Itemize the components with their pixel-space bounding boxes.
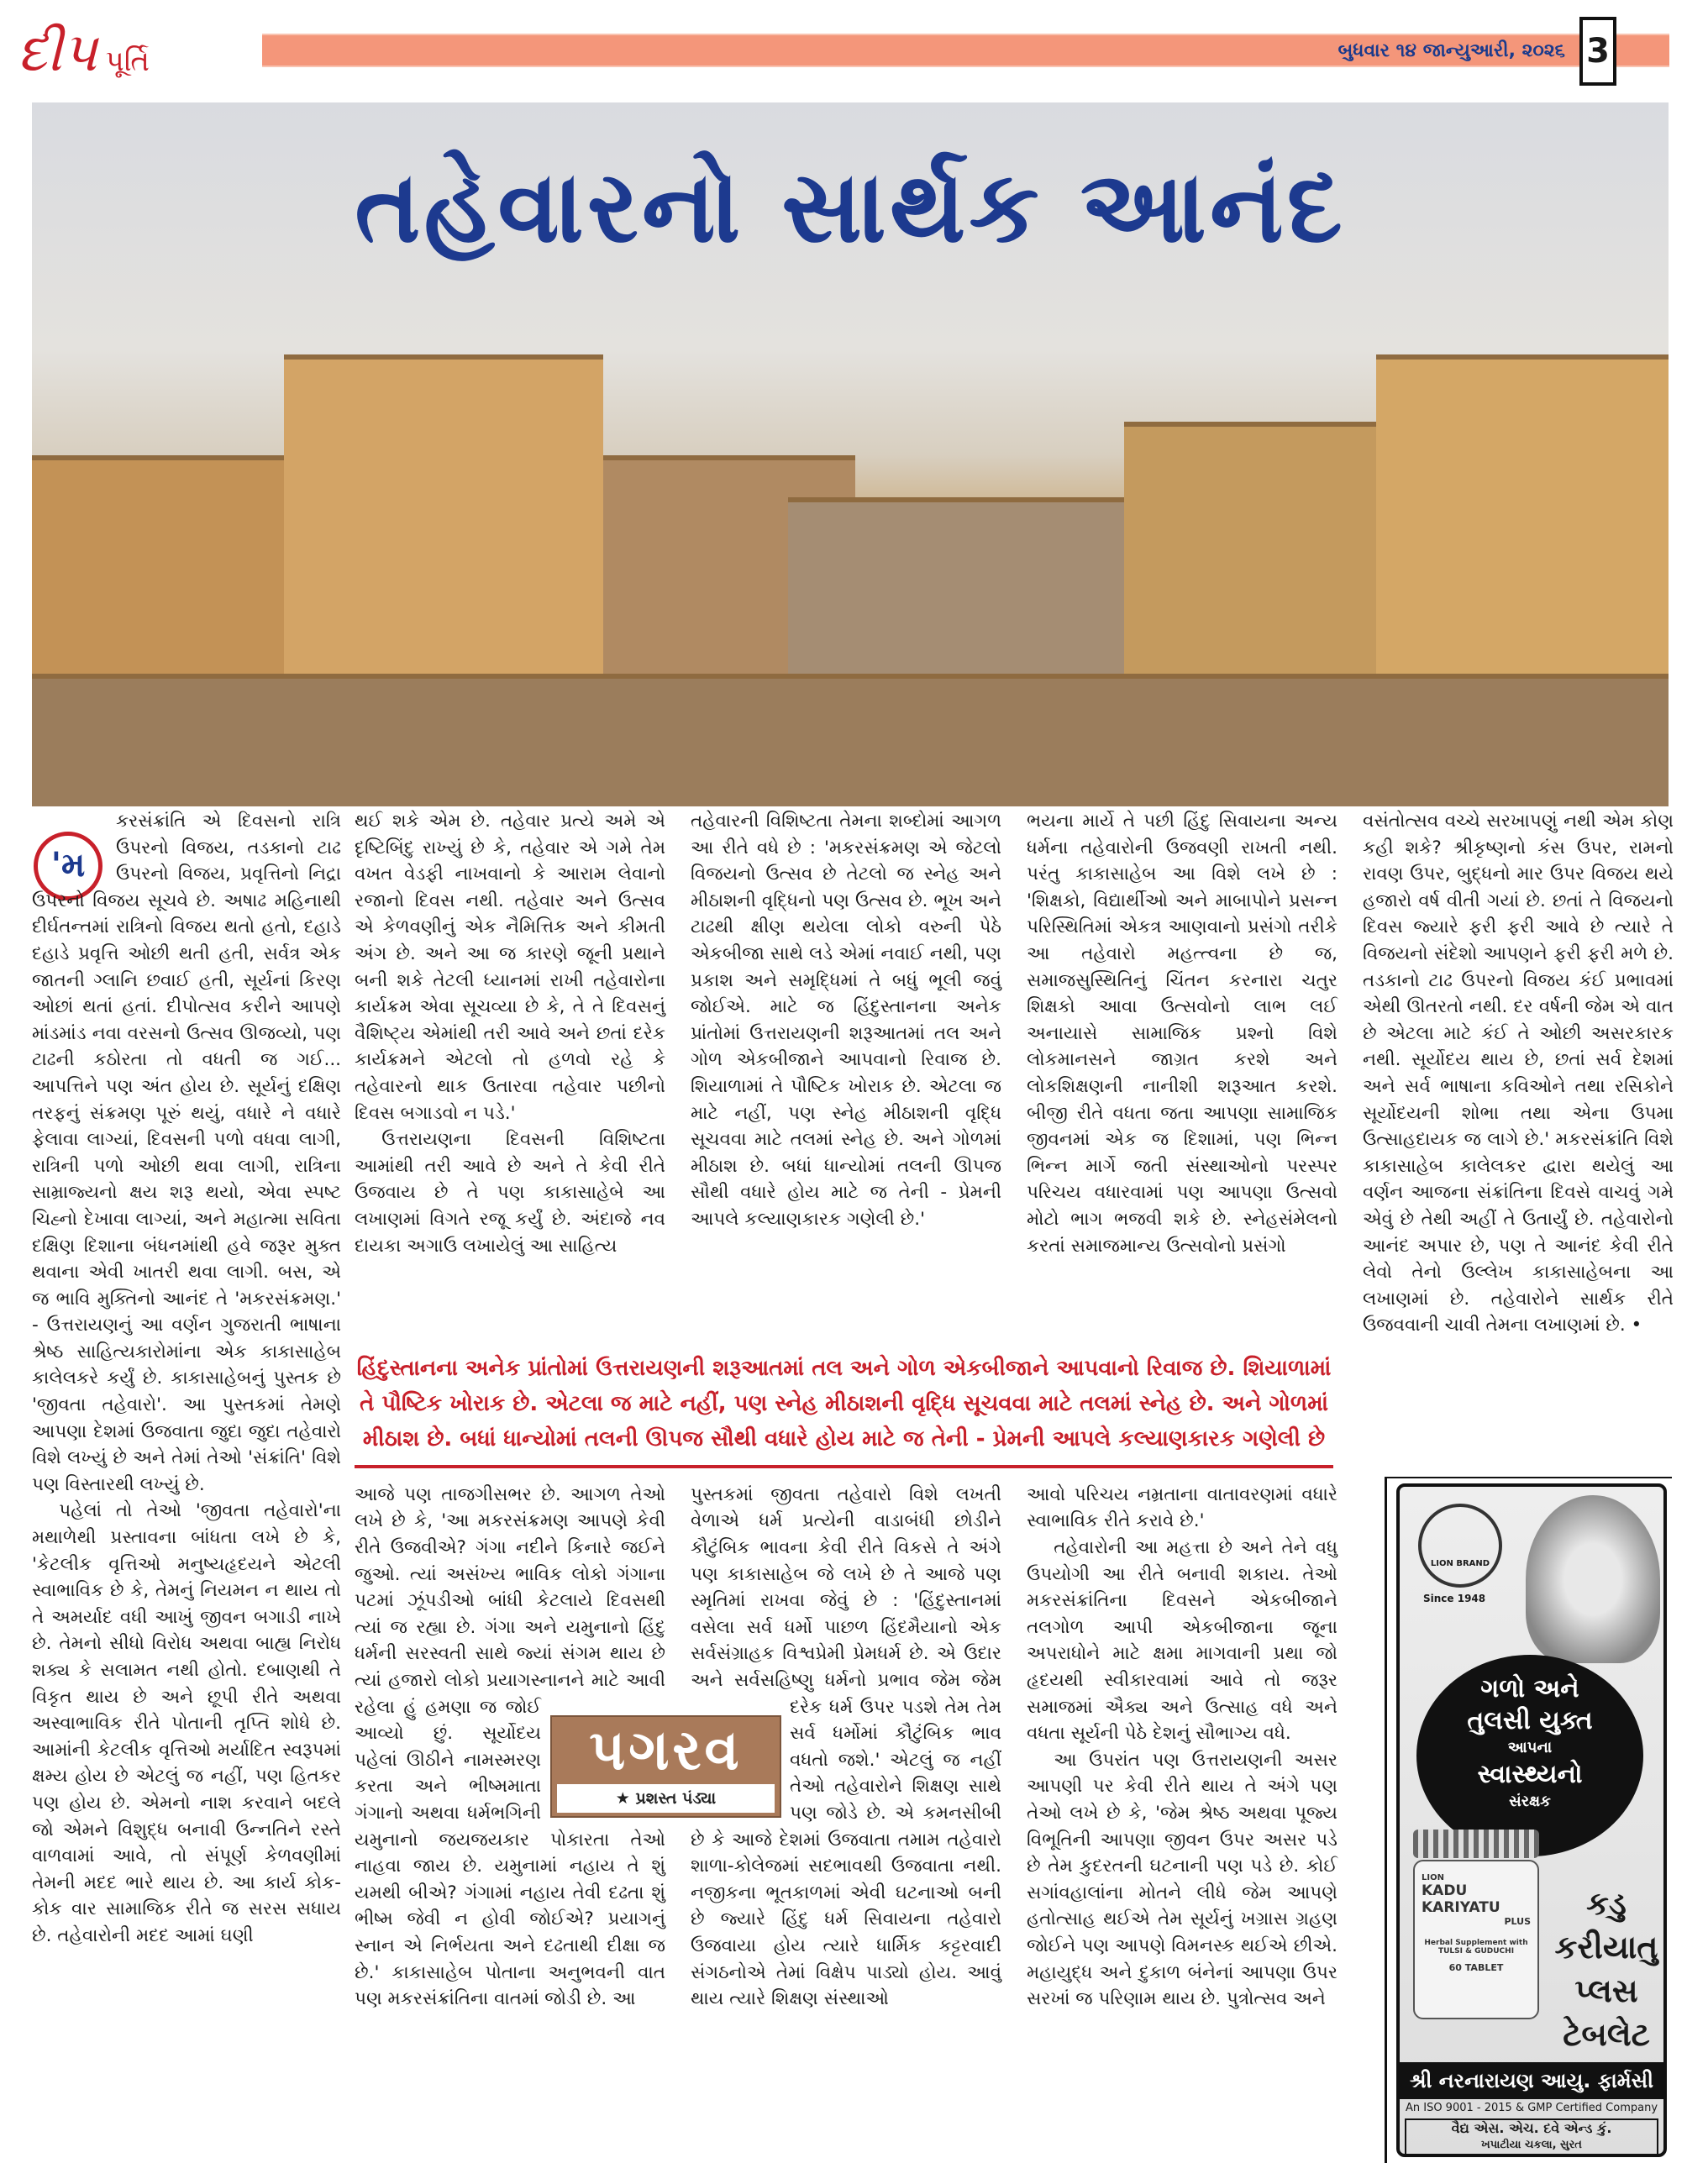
article-column-4-top — [1027, 808, 1337, 1259]
product-line: ટેબલેટ — [1563, 2015, 1650, 2053]
article-column-4-bottom — [1027, 1482, 1337, 2013]
article-column-2-top — [355, 808, 665, 1259]
product-line: કરીયાતુ — [1554, 1928, 1658, 1966]
lower-section — [355, 1351, 1672, 2163]
slogan-line: આપના — [1507, 1738, 1553, 1756]
supplement-logo — [17, 15, 256, 99]
paragraph: થઈ શકે એમ છે. તહેવાર પ્રત્યે અમે એ દૃષ્ટિબિંદુ રાખ્યું છે કે, તહેવાર એ ગમે તેમ વખત વેડફી નાખવાનો કે આરામ લેવાનો રજાનો દિવસ નથી. તહેવાર અને ઉત્સવ એ કેળવણીનું એક નૈમિત્તિક અને કીમતી અંગ છે. અને આ જ કારણે જૂની પ્રથાને બની શકે તેટલી ધ્યાનમાં રાખી તહેવારોના કાર્યક્રમ એવા સૂચવ્યા છે કે, તે તે દિવસનું વૈશિષ્ટ્ય એમાંથી તરી આવે અને છતાં દરેક કાર્યક્રમને એટલો તો હળવો રહે કે તહેવારનો થાક ઉતારવા તહેવાર પછીનો દિવસ બગાડવો ન પડે.' — [355, 811, 665, 1124]
article-title: તહેવારનો સાર્થક આનંદ — [355, 149, 1346, 265]
author-byline: ★ પ્રશસ્ત પંડ્યા — [557, 1784, 775, 1813]
slogan-line: ગળો અને — [1480, 1673, 1579, 1704]
page-number: 3 — [1579, 17, 1616, 86]
pull-quote-rule — [355, 1465, 1333, 1468]
article-column-1 — [32, 808, 341, 1950]
paragraph: કરસંક્રાંતિ એ દિવસનો રાત્રિ ઉપરનો વિજય, તડકાનો ટાઢ ઉપરનો વિજય, પ્રવૃત્તિનો નિદ્રા ઉપરનો વિજય સૂચવે છે. અષાઢ મહિનાથી દીર્ઘતન્તમાં રાત્રિનો વિજય થતો હતો, દહાડે દહાડે પ્રવૃત્તિ ઓછી થતી હતી, સર્વત્ર એક જાતની ગ્લાનિ છવાઈ હતી, સૂર્યનાં કિરણ ઓછાં થતાં હતાં. દીપોત્સવ કરીને આપણે માંડમાંડ નવા વરસનો ઉત્સવ ઊજવ્યો, પણ ટાઢની કઠોરતા તો વધતી જ ગઈ... આપત્તિને પણ અંત હોય છે. સૂર્યનું દક્ષિણ તરફનું સંક્રમણ પૂરું થયું, વધારે ને વધારે ફેલાવા લાગ્યાં, દિવસની પળો વધવા લાગી, રાત્રિની પળો ઓછી થવા લાગી, રાત્રિના સામ્રાજ્યનો ક્ષય શરૂ થયો, એવા સ્પષ્ટ ચિહ્નો દેખાવા લાગ્યાં, અને મહાત્મા સવિતા દક્ષિણ દિશાના બંધનમાંથી હવે જરૂર મુક્ત થવાના એવી ખાતરી થવા લાગી. બસ, એ જ ભાવિ મુક્તિનો આનંદ તે 'મકરસંક્રમણ.' - ઉત્તરાયણનું આ વર્ણન ગુજરાતી ભાષાના શ્રેષ્ઠ સાહિત્યકારોમાંના એક કાકાસાહેબ કાલેલકરે કર્યું છે. કાકાસાહેબનું પુસ્તક છે 'જીવતા તહેવારો'. આ પુસ્તકમાં તેમણે આપણા દેશમાં ઉજવાતા જુદા જુદા તહેવારો વિશે લખ્યું છે અને તેમાં તેઓ 'સંક્રાંતિ' વિશે પણ વિસ્તારથી લખ્યું છે. — [32, 811, 341, 1495]
article-column-5 — [1363, 808, 1674, 1339]
column-badge — [550, 1715, 781, 1818]
right-content — [355, 808, 1672, 2163]
drop-cap: 'મ — [34, 832, 102, 900]
slogan-line: સ્વાસ્થ્યનો — [1477, 1759, 1583, 1789]
company-address — [1405, 2118, 1658, 2155]
article-column-3-top — [691, 808, 1001, 1233]
sneezing-woman-image — [1526, 1495, 1660, 1663]
paragraph: ઉત્તરાયણના દિવસની વિશિષ્ટતા આમાંથી તરી આવે છે અને તે કેવી રીતે ઉજવાય છે તે પણ કાકાસાહેબે આ લખાણમાં વિગતે રજૂ કર્યું છે. અંદાજે નવ દાયકા અગાઉ લખાયેલું આ સાહિત્ય — [355, 1129, 665, 1257]
product-line: કડુ — [1586, 1884, 1627, 1922]
iso-certification: An ISO 9001 - 2015 & GMP Certified Company — [1405, 2101, 1658, 2114]
company-name: વૈદ્ય એસ. એચ. દવે એન્ડ કું. — [1451, 2119, 1612, 2136]
paragraph: પુસ્તકમાં જીવતા તહેવારો વિશે લખતી વેળાએ ધર્મ પ્રત્યેની વાડાબંધી છોડીને કૌટુંબિક ભાવના કેવી રીતે વિકસે તે અંગે પણ કાકાસાહેબ જે લખે છે તે આજે પણ સ્મૃતિમાં રાખવા જેવું છે : 'હિંદુસ્તાનમાં વસેલા સર્વ ધર્મો પાછળ હિંદમૈયાનો એક સર્વસંગ્રાહક વિશ્વપ્રેમી પ્રેમધર્મ છે. એ ઉદાર અને સર્વસહિષ્ણુ ધર્મનો પ્રભાવ જેમ જેમ દરેક ધર્મ ઉપર પડશે તેમ તેમ સર્વ ધર્મોમાં કૌટુંબિક ભાવ વધતો જશે.' એટલું જ નહીં તેઓ તહેવારોને શિક્ષણ સાથે પણ જોડે છે. એ કમનસીબી છે કે આજે દેશમાં ઉજવાતા તમામ તહેવારો શાળા-કોલેજમાં સદભાવથી ઉજવાતા નથી. નજીકના ભૂતકાળમાં એવી ઘટનાઓ બની છે જ્યારે હિંદુ ધર્મ સિવાયના તહેવારો ઉજવાયા હોય ત્યારે ધાર્મિક કટ્ટરવાદી સંગઠનોએ તેમાં વિક્ષેપ પાડ્યો હોય. આવું થાય ત્યારે શિક્ષણ સંસ્થાઓ — [691, 1483, 1001, 2010]
jar-label: 60 TABLET — [1448, 1961, 1504, 1973]
pull-quote: હિંદુસ્તાનના અનેક પ્રાંતોમાં ઉત્તરાયણની શરૂઆતમાં તલ અને ગોળ એકબીજાને આપવાનો રિવાજ છે. શિયાળામાં તે પૌષ્ટિક ખોરાક છે. એટલા જ માટે નહીં, પણ સ્નેહ મીઠાશની વૃદ્ધિ સૂચવવા માટે તલમાં સ્નેહ છે. અને ગોળમાં મીઠાશ છે. બધાં ધાન્યોમાં તલની ઊપજ સૌથી વધારે હોય માટે જ તેની - પ્રેમની આપલે કલ્યાણકારક ગણેલી છે — [356, 1355, 1332, 1452]
logo-text: દીપ — [17, 22, 97, 84]
jar-label: LION — [1422, 1872, 1444, 1882]
rooftops — [32, 674, 1669, 806]
jar-label: Herbal Supplement with TULSI & GUDUCHI — [1424, 1938, 1528, 1956]
paragraph: તહેવારની વિશિષ્ટતા તેમના શબ્દોમાં આગળ આ રીતે વધે છે : 'મકરસંક્રમણ એ જેટલો વિજયનો ઉત્સવ છે તેટલો જ સ્નેહ અને મીઠાશની વૃદ્ધિનો પણ ઉત્સવ છે. ભૂખ અને ટાઢથી ક્ષીણ થયેલા લોકો વરુની પેઠે એકબીજા સાથે લડે એમાં નવાઈ નથી, પણ પ્રકાશ અને સમૃદ્ધિમાં તે બધું ભૂલી જવું જોઈએ. માટે જ હિંદુસ્તાનના અનેક પ્રાંતોમાં ઉત્તરાયણની શરૂઆતમાં તલ અને ગોળ એકબીજાને આપવાનો રિવાજ છે. શિયાળામાં તે પૌષ્ટિક ખોરાક છે. એટલા જ માટે નહીં, પણ સ્નેહ મીઠાશની વૃદ્ધિ સૂચવવા માટે તલમાં સ્નેહ છે. અને ગોળમાં મીઠાશ છે. બધાં ધાન્યોમાં તલની ઊપજ સૌથી વધારે હોય માટે જ તેની - પ્રેમની આપલે કલ્યાણકારક ગણેલી છે.' — [691, 811, 1001, 1230]
ad-frame — [1385, 1477, 1672, 2163]
paragraph: ભયના માર્યે તે પછી હિંદુ સિવાયના અન્ય ધર્મના તહેવારોની ઉજવણી રાખતી નથી. પરંતુ કાકાસાહેબ આ વિશે લખે છે : 'શિક્ષકો, વિદ્યાર્થીઓ અને માબાપોને પ્રસન્ન પરિસ્થિતિમાં એકત્ર આણવાનો પ્રસંગો તરીકે આ તહેવારો મહત્ત્વના છે જ, સમાજસુસ્થિતિનું ચિંતન કરનારા ચતુર શિક્ષકો આવા ઉત્સવોનો લાભ લઈ અનાયાસે સામાજિક પ્રશ્નો વિશે લોકમાનસને જાગ્રત કરશે અને લોકશિક્ષણની નાનીશી શરૂઆત કરશે. બીજી રીતે વધતા જતા આપણા સામાજિક જીવનમાં એક જ દિશામાં, પણ ભિન્ન ભિન્ન માર્ગે જતી સંસ્થાઓનો પરસ્પર પરિચય વધારવામાં પણ આપણા ઉત્સવો મોટો ભાગ ભજવી શકે છે. સ્નેહસંમેલનો કરતાં સમાજમાન્ય ઉત્સવોનો પ્રસંગો — [1027, 811, 1337, 1257]
bottom-columns — [355, 1482, 1337, 2013]
advertisement[interactable] — [1396, 1483, 1667, 2157]
lion-brand-logo: LION BRAND — [1418, 1504, 1502, 1588]
paragraph: પહેલાં તો તેઓ 'જીવતા તહેવારો'ના મથાળેથી પ્રસ્તાવના બાંધતા લખે છે કે, 'કેટલીક વૃત્તિઓ મનુષ્યહૃદયને એટલી સ્વાભાવિક છે કે, તેમનું નિયમન ન થાય તો તે અમર્યાદ વધી આખું જીવન બગાડી નાખે છે. તેમનો સીધો વિરોધ અથવા બાહ્ય નિરોધ શક્ય કે સલામત નથી હોતો. દબાણથી તે વિકૃત થાય છે અને છૂપી રીતે અથવા અસ્વાભાવિક રીતે પોતાની તૃપ્તિ શોધે છે. આમાંની કેટલીક વૃત્તિઓ મર્યાદિત સ્વરૂપમાં ક્ષમ્ય હોય છે એટલું જ નહીં, પણ હિતકર પણ હોય છે. એમનો નાશ કરવાને બદલે જો એમને વિશુદ્ધ બનાવી ઉન્નતિને રસ્તે વાળવામાં આવે, તો સંપૂર્ણ કેળવણીમાં તેમની મદદ ભારે થાય છે. આ કાર્ય કોક-કોક વાર સામાજિક રીતે જ સરસ સધાય છે. તહેવારોની મદદ આમાં ઘણી — [32, 1500, 341, 1946]
issue-date: બુધવાર ૧૪ જાન્યુઆરી, ૨૦૨૬ — [1337, 40, 1565, 61]
jar-label: PLUS — [1504, 1915, 1531, 1927]
slogan-line: તુલસી યુક્ત — [1467, 1705, 1593, 1735]
paragraph: આ ઉપરાંત પણ ઉત્તરાયણની અસર આપણી પર કેવી રીતે થાય તે અંગે પણ તેઓ લખે છે કે, 'જેમ શ્રેષ્ઠ અથવા પૂજ્ય વિભૂતિની આપણા જીવન ઉપર અસર પડે છે તેમ કુદરતની ઘટનાની પણ પડે છે. કોઈ સગાંવહાલાંના મોતને લીધે જેમ આપણે હતોત્સાહ થઈએ તેમ સૂર્યનું ખગ્રાસ ગ્રહણ જોઈને પણ આપણે વિમનસ્ક થઈએ છીએ. મહાયુદ્ધ અને દુકાળ બંનેનાં આપણા ઉપર સરખાં જ પરિણામ થાય છે. પુત્રોત્સવ અને — [1027, 1749, 1337, 2010]
product-jar — [1413, 1860, 1539, 2019]
paragraph: તહેવારોની આ મહત્તા છે અને તેને વધુ ઉપયોગી આ રીતે બનાવી શકાય. તેઓ મકરસંક્રાંતિના દિવસને એકબીજાને તલગોળ આપી એકબીજાના જૂના અપરાધોને માટે ક્ષમા માગવાની પ્રથા જો હૃદયથી સ્વીકારવામાં આવે તો જરૂર સમાજમાં ઐક્ય અને ઉત્સાહ વધે અને વધતા સૂર્યની પેઠે દેશનું સૌભાગ્ય વધે. — [1027, 1537, 1337, 1745]
slogan-line: સંરક્ષક — [1509, 1792, 1551, 1810]
paragraph: આવો પરિચય નમ્રતાના વાતાવરણમાં વધારે સ્વાભાવિક રીતે કરાવે છે.' — [1027, 1483, 1337, 1532]
since-label: Since 1948 — [1423, 1592, 1486, 1604]
product-line: પ્લસ — [1574, 1971, 1638, 2009]
paragraph: વસંતોત્સવ વચ્ચે સરખાપણું નથી એમ કોણ કહી શકે? શ્રીકૃષ્ણનો કંસ ઉપર, રામનો રાવણ ઉપર, બુદ્ધનો માર ઉપર વિજય થયે હજારો વર્ષ વીતી ગયાં છે. છતાં તે વિજયનો દિવસ જ્યારે ફરી ફરી આવે છે ત્યારે તે વિજયનો સંદેશો આપણને ફરી ફરી મળે છે. તડકાનો ટાઢ ઉપરનો વિજય કંઈ પ્રભાવમાં એથી ઊતરતો નથી. દર વર્ષની જેમ એ વાત છે એટલા માટે કંઈ તે ઓછી અસરકારક નથી. સૂર્યોદય થાય છે, છતાં સર્વ દેશમાં અને સર્વ ભાષાના કવિઓને તથા રસિકોને સૂર્યોદયની શોભા તથા એના ઉપમા ઉત્સાહદાયક જ લાગે છે.' મકરસંક્રાંતિ વિશે કાકાસાહેબ કાલેલકર દ્વારા થયેલું આ વર્ણન આજના સંક્રાંતિના દિવસે વાચવું ગમે એવું છે તેથી અહીં તે ઉતાર્યું છે. તહેવારોનો આનંદ અપાર છે, પણ તે આનંદ કેવી રીતે લેવો તેનો ઉલ્લેખ કાકાસાહેબના આ લખાણમાં છે. તહેવારોને સાર્થક રીતે ઉજવવાની ચાવી તેમના લખાણમાં છે. • — [1363, 811, 1674, 1336]
kite-festival-photo — [32, 102, 1669, 806]
column-name: પગરવ — [589, 1717, 743, 1782]
address-text: ખપાટીયા ચકલા, સુરત — [1481, 2138, 1582, 2151]
jar-cap — [1413, 1830, 1539, 1858]
jar-label: KADU KARIYATU — [1422, 1882, 1500, 1916]
top-columns — [355, 808, 1672, 1339]
drop-cap-space — [32, 808, 116, 885]
ad-oval-slogan — [1416, 1655, 1643, 1856]
product-name — [1548, 1882, 1665, 2056]
paragraph: આજે પણ તાજગીસભર છે. આગળ તેઓ લખે છે કે, 'આ મકરસંક્રમણ આપણે કેવી રીતે ઉજવીએ? ગંગા નદીને કિનારે જઈને જુઓ. ત્યાં અસંખ્ય ભાવિક લોકો ગંગાના પટમાં ઝૂંપડીઓ બાંધી કેટલાયે દિવસથી ત્યાં જ રહ્યા છે. ગંગા અને યમુનાનો હિંદુ ધર્મની સરસ્વતી સાથે જ્યાં સંગમ થાય છે ત્યાં હજારો લોકો પ્રયાગસ્નાનને માટે આવી રહેલા હું હમણા જ જોઈ આવ્યો છું. સૂર્યોદય પહેલાં ઊઠીને નામસ્મરણ કરતા અને ભીષ્મમાતા ગંગાનો અથવા ધર્મભગિની યમુનાનો જયજયકાર પોકારતા તેઓ નાહવા જાય છે. યમુનામાં નહાય તે શું યમથી બીએ? ગંગામાં નહાય તેવી દઢતા શું ભીષ્મ જેવી ન હોવી જોઈએ? પ્રયાગનું સ્નાન એ નિર્ભયતા અને દઢતાથી દીક્ષા જ છે.' કાકાસાહેબ પોતાના અનુભવની વાત પણ મકરસંક્રાંતિના વાતમાં જોડી છે. આ — [355, 1483, 665, 2010]
company-brand: શ્રી નરનારાયણ આયુ. ફાર્મસી — [1400, 2062, 1663, 2099]
lower-article — [355, 1351, 1337, 2013]
logo-sub: પૂર્તિ — [105, 45, 150, 78]
